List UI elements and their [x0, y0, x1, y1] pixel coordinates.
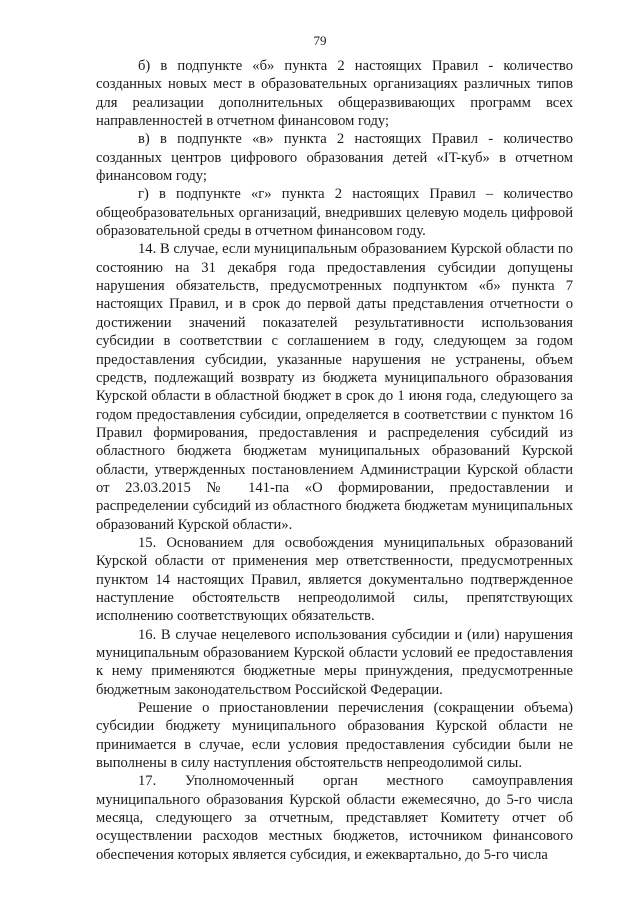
paragraph-item-16: 16. В случае нецелевого использования субсидии и (или) нарушения муниципальным образованием Курской области условий ее предоставления к нему применяются бюджетные меры принуждения, предусмотренные бюджетным законодательством Российской Федерации. [96, 626, 573, 698]
document-body [96, 57, 573, 864]
paragraph-subitem-v: в) в подпункте «в» пункта 2 настоящих Правил - количество созданных центров цифрового образования детей «IT-куб» в отчетном финансовом году; [96, 131, 573, 185]
paragraph-item-14: 14. В случае, если муниципальным образованием Курской области по состоянию на 31 декабря года предоставления субсидии допущены нарушения обязательств, предусмотренных подпунктом «б» пункта 7 настоящих Правил, и в срок до первой даты представления отчетности о достижении значений показателей результативности использования субсидии в соответствии с соглашением в году, следующем за годом предоставления субсидии, указанные нарушения не устранены, объем средств, подлежащий возврату из бюджета муниципального образования Курской области в областной бюджет в срок до 1 июня года, следующего за годом предоставления субсидии, определяется в соответствии с пунктом 16 Правил формирования, предоставления и распределения субсидий из областного бюджета бюджетам муниципальных образований Курской области, утвержденных постановлением Администрации Курской области от 23.03.2015 № 141-па «О формировании, предоставлении и распределении субсидий из областного бюджета бюджетам муниципальных образований Курской области». [96, 241, 573, 533]
paragraph-subitem-g: г) в подпункте «г» пункта 2 настоящих Правил – количество общеобразовательных организаций, внедривших целевую модель цифровой образовательной среды в отчетном финансовом году. [96, 186, 573, 240]
page-number: 79 [313, 33, 327, 48]
paragraph-suspension-decision: Решение о приостановлении перечисления (сокращении объема) субсидии бюджету муниципального образования Курской области не принимается в случае, если условия предоставления субсидии были не выполнены в силу наступления обстоятельств непреодолимой силы. [96, 700, 573, 772]
paragraph-item-15: 15. Основанием для освобождения муниципальных образований Курской области от применения мер ответственности, предусмотренных пунктом 14 настоящих Правил, является документально подтвержденное наступление обстоятельств непреодолимой силы, препятствующих исполнению соответствующих обязательств. [96, 534, 573, 625]
paragraph-subitem-b: б) в подпункте «б» пункта 2 настоящих Правил - количество созданных новых мест в образовательных организациях различных типов для реализации дополнительных общеразвивающих программ всех направленностей в отчетном финансовом году; [96, 58, 573, 130]
paragraph-item-17: 17. Уполномоченный орган местного самоуправления муниципального образования Курской области ежемесячно, до 5-го числа месяца, следующего за отчетным, представляет Комитету отчет об осуществлении расходов местных бюджетов, источником финансового обеспечения которых является субсидия, и ежеквартально, до 5-го числа [96, 773, 573, 863]
